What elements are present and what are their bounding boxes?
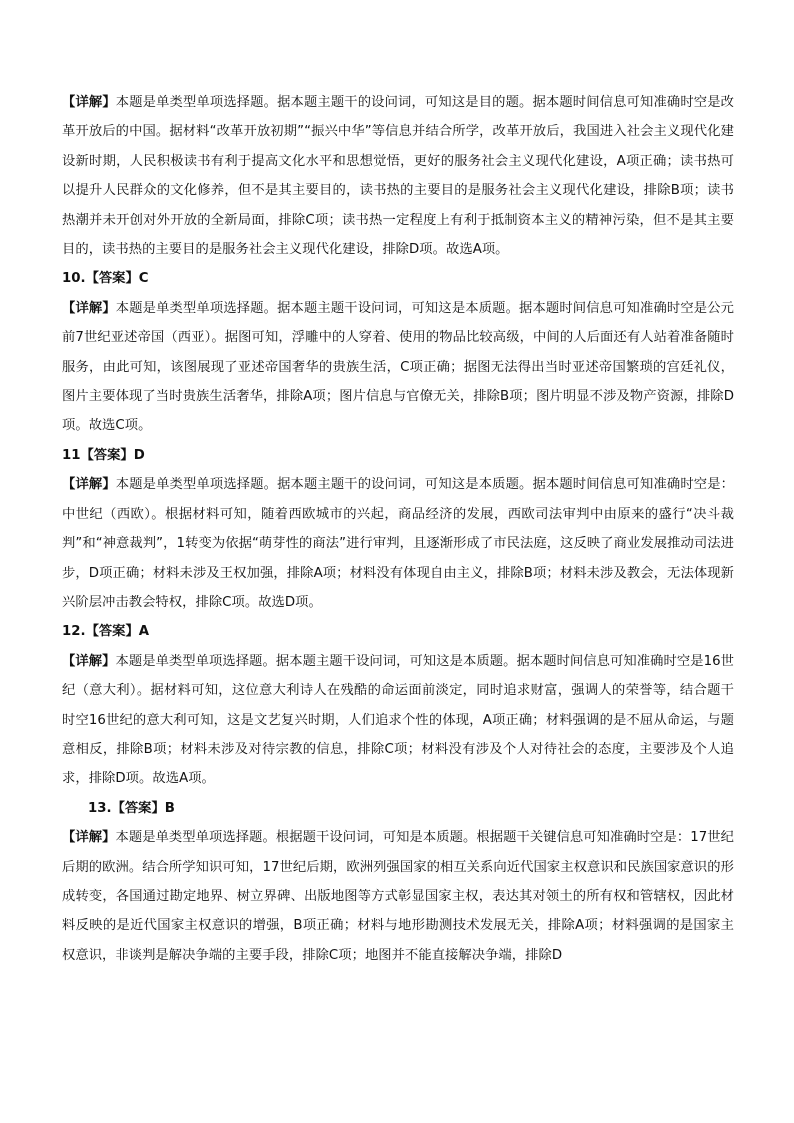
detail-label: 【详解】	[62, 830, 116, 846]
detail-paragraph	[62, 647, 734, 794]
detail-text: 本题是单类型单项选择题。据本题主题干设问词，可知这是本质题。据本题时间信息可知准确时空是公元前7世纪亚述帝国（西亚）。据图可知，浮雕中的人穿着、使用的物品比较高级，中间的人后面还有人站着准备随时服务，由此可知，该图展现了亚述帝国奢华的贵族生活，C项正确；据图无法得出当时亚述帝国繁琐的宫廷礼仪，图片主要体现了当时贵族生活奢华，排除A项；图片信息与官僚无关，排除B项；图片明显不涉及物产资源，排除D项。故选C项。	[62, 300, 734, 434]
answer-value: B	[164, 800, 175, 816]
question-number: 12.	[62, 624, 86, 640]
answer-label: 【答案】	[80, 447, 134, 463]
answer-line-12	[62, 617, 734, 646]
detail-paragraph	[62, 88, 734, 264]
answer-line-11	[62, 441, 734, 470]
answer-value: D	[133, 447, 145, 463]
answer-line-10	[62, 264, 734, 293]
question-number: 13.	[88, 800, 112, 816]
detail-paragraph	[62, 470, 734, 617]
detail-text: 本题是单类型单项选择题。据本题主题干设问词，可知这是本质题。据本题时间信息可知准确时空是16世纪（意大利）。据材料可知，这位意大利诗人在残酷的命运面前淡定，同时追求财富，强调人的荣誉等，结合题干时空16世纪的意大利可知，这是文艺复兴时期，人们追求个性的体现，A项正确；材料强调的是不屈从命运，与题意相反，排除B项；材料未涉及对待宗教的信息，排除C项；材料没有涉及个人对待社会的态度，主要涉及个人追求，排除D项。故选A项。	[62, 653, 734, 787]
detail-text: 本题是单类型单项选择题。据本题主题干的设问词，可知这是本质题。据本题时间信息可知准确时空是：中世纪（西欧）。根据材料可知，随着西欧城市的兴起，商品经济的发展，西欧司法审判中由原来的盛行“决斗裁判”和“神意裁判”，1转变为依据“萌芽性的商法”进行审判，且逐渐形成了市民法庭，这反映了商业发展推动司法进步，D项正确；材料未涉及王权加强，排除A项；材料没有体现自由主义，排除B项；材料未涉及教会，无法体现新兴阶层冲击教会特权，排除C项。故选D项。	[62, 477, 734, 610]
detail-paragraph	[62, 294, 734, 441]
answer-line-13	[62, 794, 734, 823]
detail-label: 【详解】	[62, 653, 116, 669]
detail-text: 本题是单类型单项选择题。据本题主题干的设问词，可知这是目的题。据本题时间信息可知准确时空是改革开放后的中国。据材料“改革开放初期”“振兴中华”等信息并结合所学，改革开放后，我国进入社会主义现代化建设新时期，人民积极读书有利于提高文化水平和思想觉悟，更好的服务社会主义现代化建设，A项正确；读书热可以提升人民群众的文化修养，但不是其主要目的，读书热的主要目的是服务社会主义现代化建设，排除B项；读书热潮并未开创对外开放的全新局面，排除C项；读书热一定程度上有利于抵制资本主义的精神污染，但不是其主要目的，读书热的主要目的是服务社会主义现代化建设，排除D项。故选A项。	[62, 95, 734, 258]
answer-value: C	[138, 271, 149, 287]
detail-paragraph	[62, 823, 734, 970]
detail-label: 【详解】	[62, 300, 116, 316]
answer-explanations	[62, 88, 734, 970]
detail-text: 本题是单类型单项选择题。根据题干设问词，可知是本质题。根据题干关键信息可知准确时空是：17世纪后期的欧洲。结合所学知识可知，17世纪后期，欧洲列强国家的相互关系向近代国家主权意识和民族国家意识的形成转变，各国通过勘定地界、树立界碑、出版地图等方式彰显国家主权，表达其对领土的所有权和管辖权，因此材料反映的是近代国家主权意识的增强，B项正确；材料与地形勘测技术发展无关，排除A项；材料强调的是国家主权意识，非谈判是解决争端的主要手段，排除C项；地图并不能直接解决争端，排除D	[62, 830, 734, 963]
answer-value: A	[138, 624, 150, 640]
answer-label: 【答案】	[111, 800, 165, 816]
question-number: 10.	[62, 271, 86, 287]
detail-label: 【详解】	[62, 477, 116, 493]
answer-label: 【答案】	[85, 624, 139, 640]
question-number: 11	[62, 447, 81, 463]
detail-label: 【详解】	[62, 95, 116, 110]
answer-label: 【答案】	[85, 271, 139, 287]
